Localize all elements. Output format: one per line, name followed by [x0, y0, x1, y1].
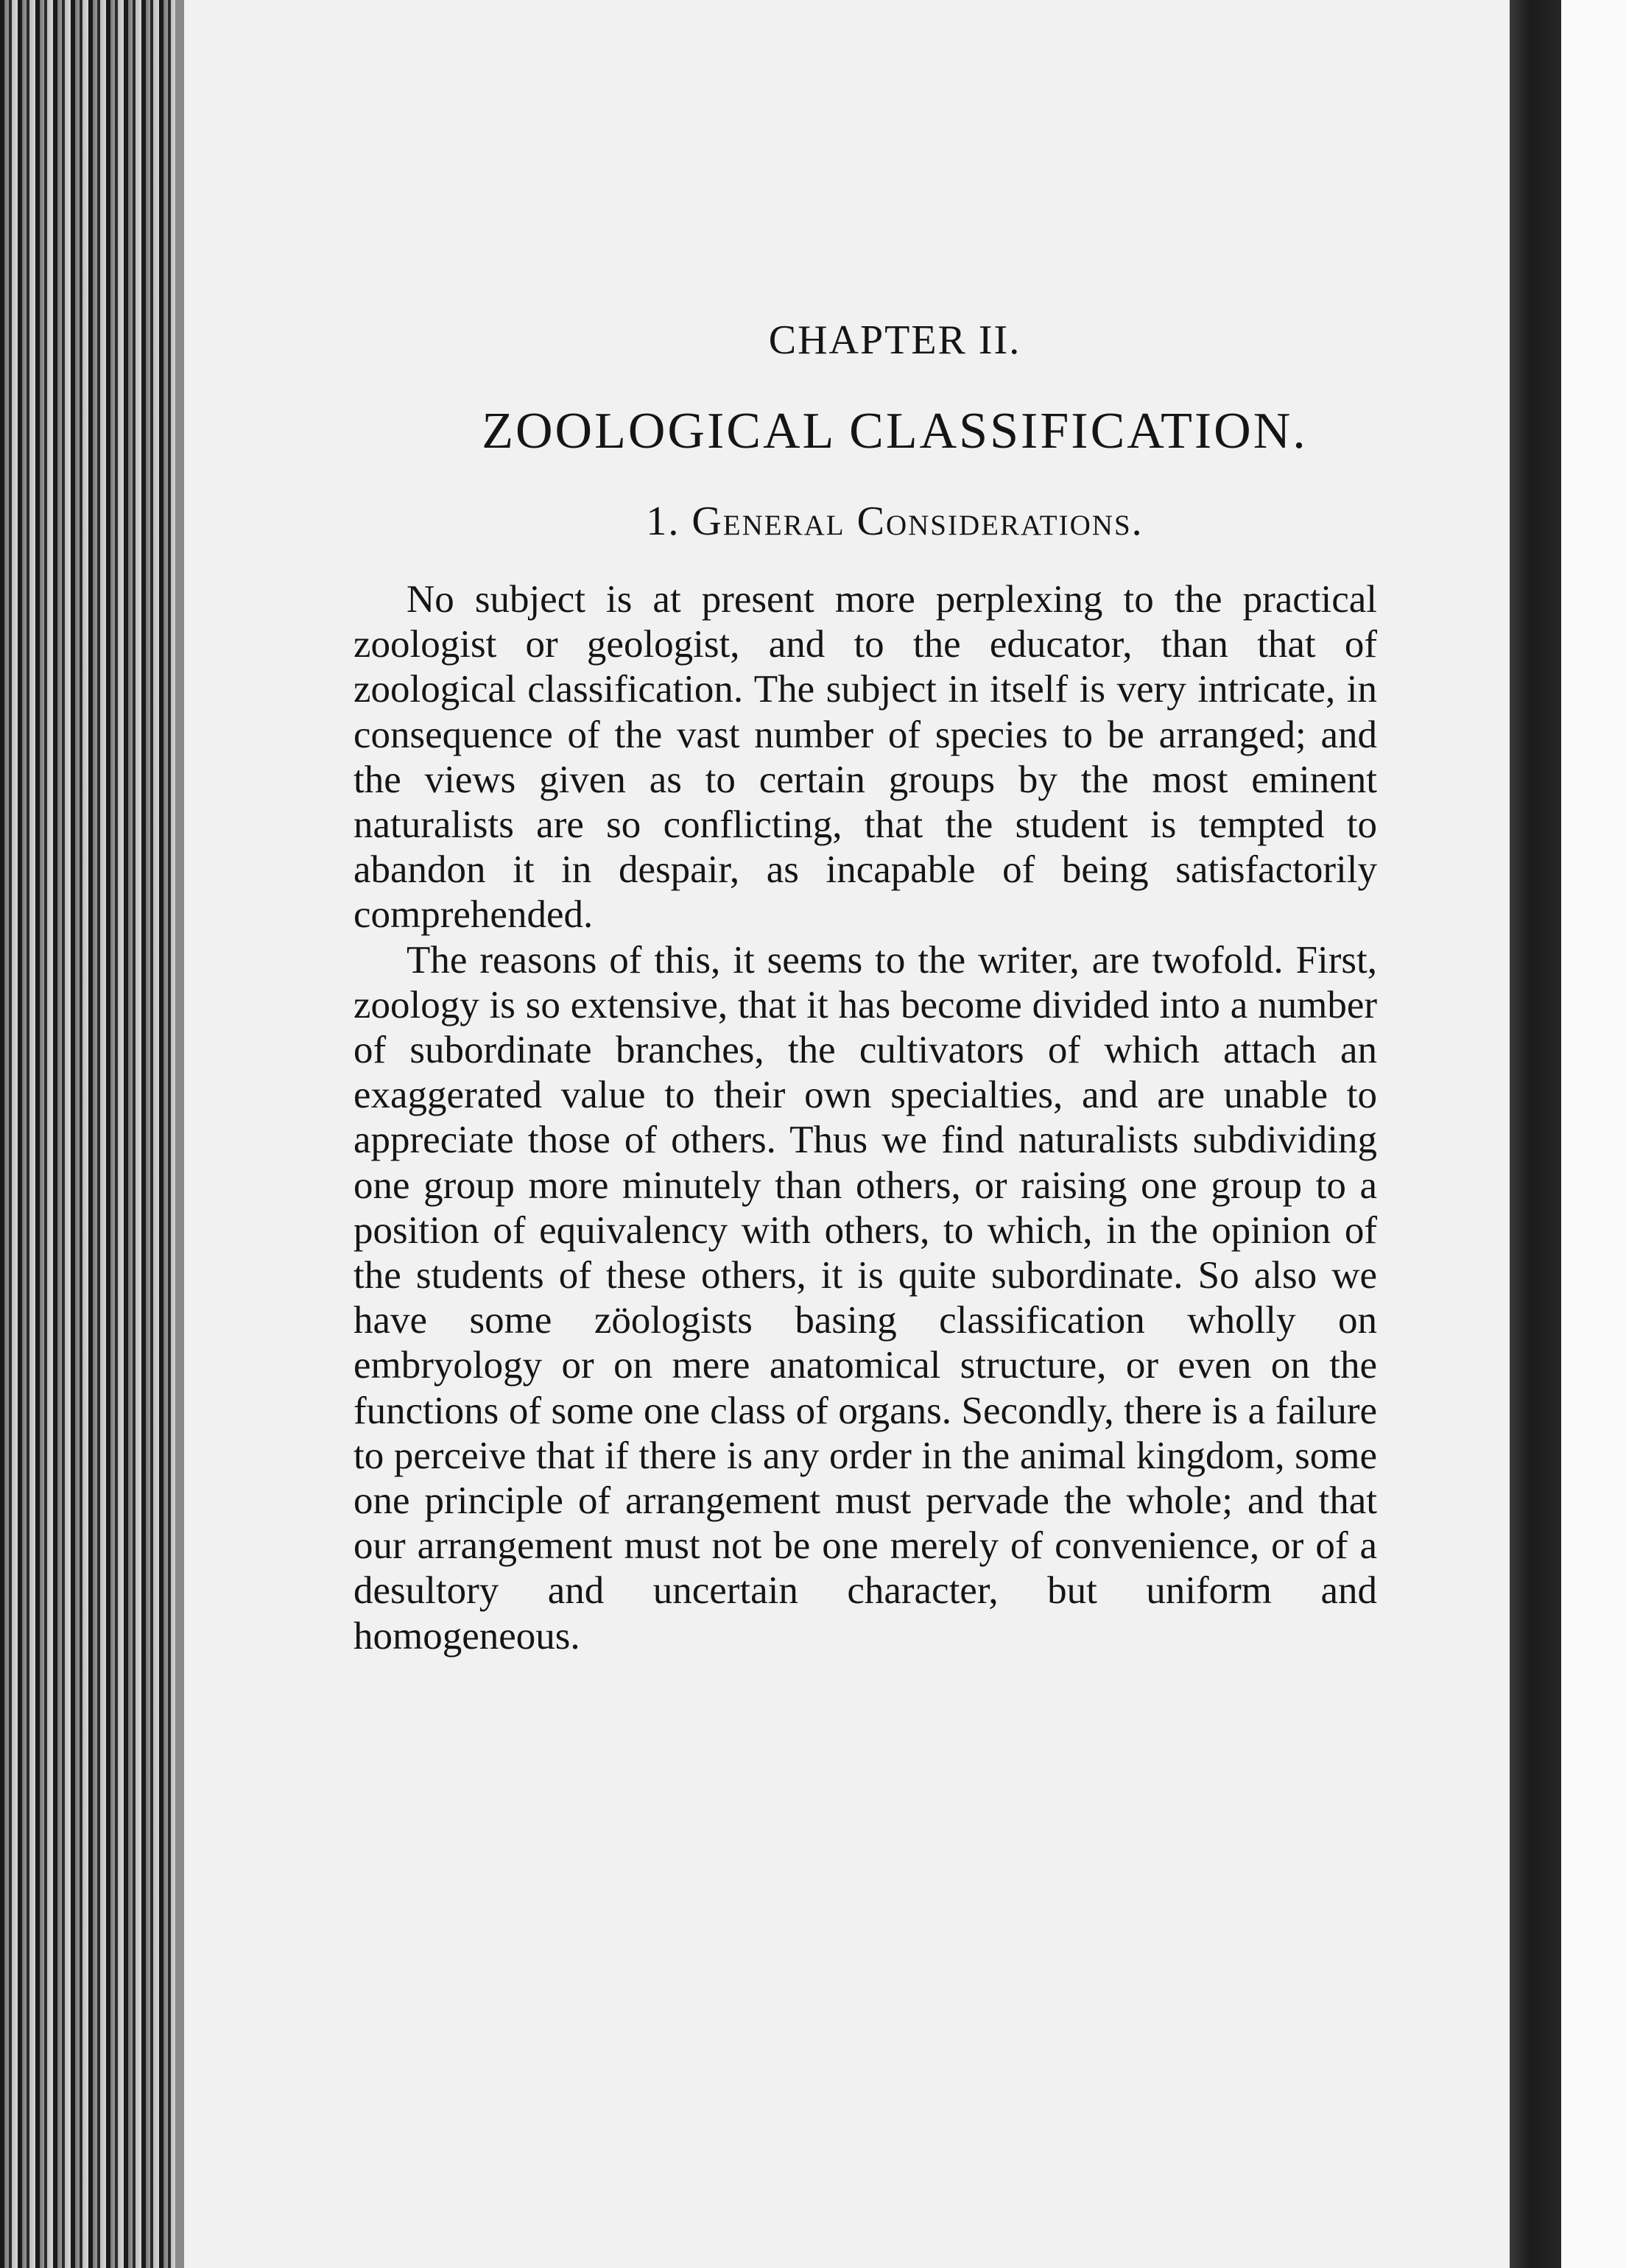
- chapter-title: ZOOLOGICAL CLASSIFICATION.: [482, 403, 1308, 459]
- scan-margin: [1561, 0, 1626, 2268]
- book-page-edges: [0, 0, 184, 2268]
- book-binding-shadow: [1510, 0, 1561, 2268]
- chapter-label: CHAPTER II.: [768, 317, 1021, 363]
- page-text: [353, 317, 1377, 1659]
- section-heading: 1. General Considerations.: [646, 499, 1144, 544]
- paragraph-2: The reasons of this, it seems to the writer, are twofold. First, zoology is so extensive, that it has become divided into a number of subordinate branches, the cultivators of which attach an exaggerated value to their own specialties, and are unable to appreciate those of others. Thus we find naturalists subdividing one group more minutely than others, or raising one group to a position of equivalency with others, to which, in the opinion of the students of these others, it is quite subordinate. So also we have some zöologists basing classification wholly on embryology or on mere anatomical structure, or even on the functions of some one class of organs. Secondly, there is a failure to perceive that if there is any order in the animal kingdom, some one principle of arrangement must pervade the whole; and that our arrangement must not be one merely of convenience, or of a desultory and uncertain character, but uniform and homogeneous.: [353, 938, 1377, 1658]
- paragraph-1: No subject is at present more perplexing to the practical zoologist or geologist, and to the educator, than that of zoological classification. The subject in itself is very intricate, in consequence of the vast number of species to be arranged; and the views given as to certain groups by the most eminent naturalists are so conflicting, that the student is tempted to abandon it in despair, as incapable of being satisfactorily comprehended.: [353, 578, 1377, 937]
